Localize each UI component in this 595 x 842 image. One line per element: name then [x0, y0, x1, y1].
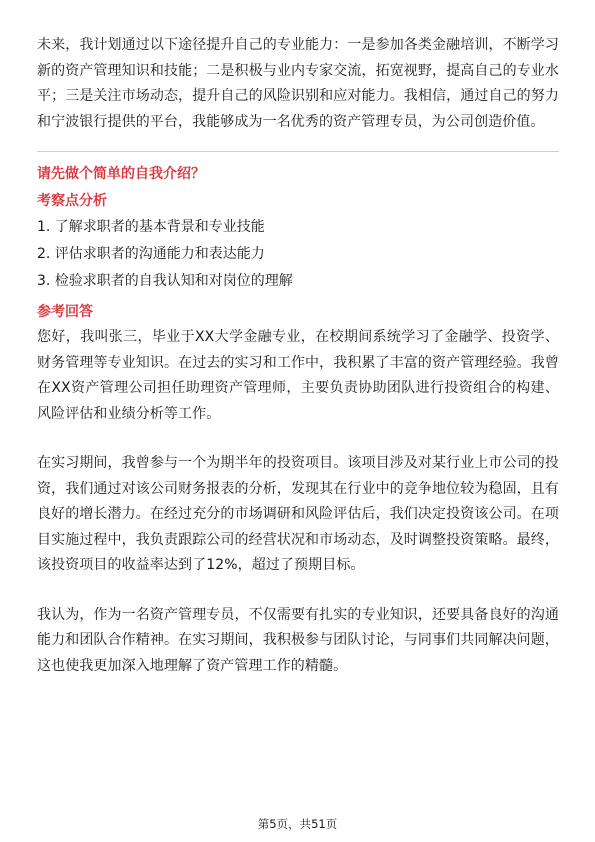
page-content: [37, 33, 559, 679]
section-divider: [37, 151, 559, 152]
analysis-title: 考察点分析: [37, 193, 107, 209]
analysis-item: 2. 评估求职者的沟通能力和表达能力: [37, 246, 265, 262]
paragraph-gap: [37, 579, 559, 603]
answer-paragraph: 在实习期间，我曾参与一个为期半年的投资项目。该项目涉及对某行业上市公司的投资，我们通过对该公司财务报表的分析，发现其在行业中的竞争地位较为稳固，且有良好的增长潜力。在经过充分的市场调研和风险评估后，我们决定投资该公司。在项目实施过程中，我负责跟踪公司的经营状况和市场动态，及时调整投资策略。最终，该投资项目的收益率达到了12%，超过了预期目标。: [37, 455, 559, 573]
answer-paragraph: 我认为，作为一名资产管理专员，不仅需要有扎实的专业知识，还要具备良好的沟通能力和团队合作精神。在实习期间，我积极参与团队讨论，与同事们共同解决问题，这也使我更加深入地理解了资产管理工作的精髓。: [37, 606, 559, 674]
answer-title: 参考回答: [37, 304, 93, 320]
answer-paragraph: 您好，我叫张三，毕业于XX大学金融专业，在校期间系统学习了金融学、投资学、财务管理等专业知识。在过去的实习和工作中，我积累了丰富的资产管理经验。我曾在XX资产管理公司担任助理资产管理师，主要负责协助团队进行投资组合的构建、风险评估和业绩分析等工作。: [37, 329, 559, 422]
analysis-item: 1. 了解求职者的基本背景和专业技能: [37, 219, 265, 235]
paragraph-gap: [37, 427, 559, 451]
page-number: 第5页，共51页: [257, 817, 338, 831]
question-heading: 请先做个简单的自我介绍？: [37, 166, 205, 182]
analysis-item: 3. 检验求职者的自我认知和对岗位的理解: [37, 273, 293, 289]
intro-paragraph: 未来，我计划通过以下途径提升自己的专业能力：一是参加各类金融培训，不断学习新的资产管理知识和技能；二是积极与业内专家交流，拓宽视野，提高自己的专业水平；三是关注市场动态，提升自己的风险识别和应对能力。我相信，通过自己的努力和宁波银行提供的平台，我能够成为一名优秀的资产管理专员，为公司创造价值。: [37, 37, 559, 130]
